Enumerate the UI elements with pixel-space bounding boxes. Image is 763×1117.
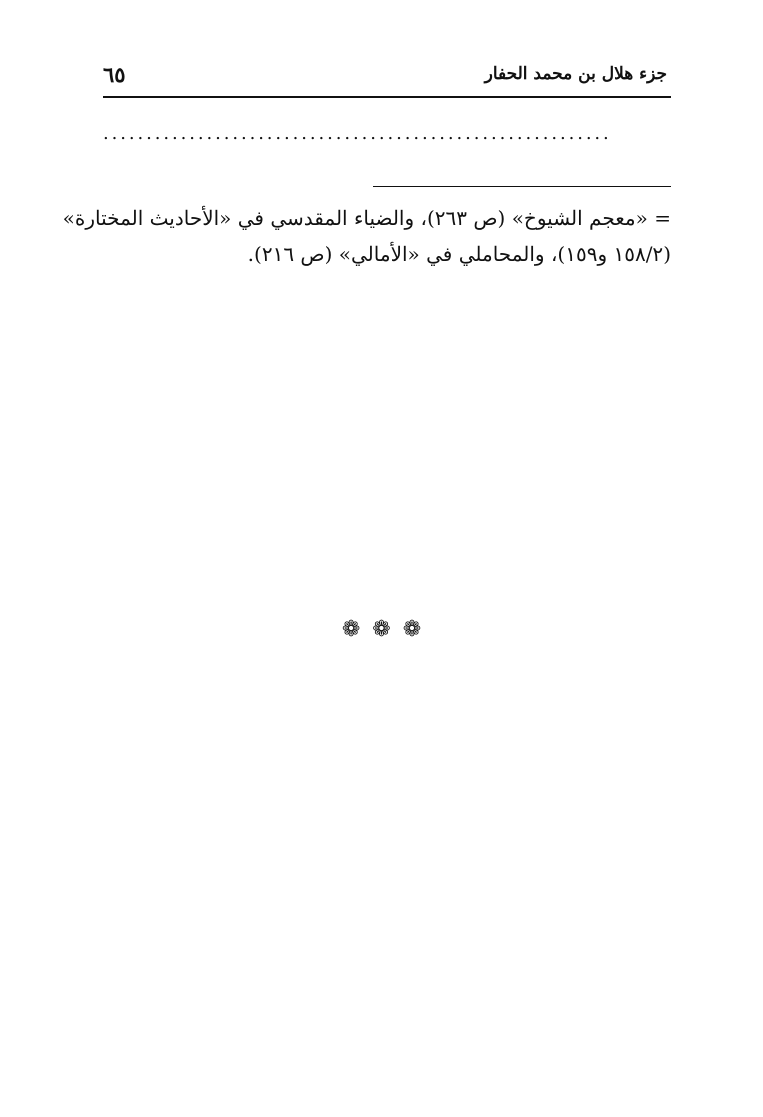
footnote-line: (١٥٨/٢ و١٥٩)، والمحاملي في «الأمالي» (ص ٢١٦). xyxy=(247,242,671,266)
dotted-line: ........................................................... xyxy=(103,124,612,144)
running-title: جزء هلال بن محمد الحفار xyxy=(484,64,667,84)
footnote-rule xyxy=(373,186,671,187)
header-rule xyxy=(103,96,671,98)
footnote xyxy=(62,200,671,272)
page-number: ٦٥ xyxy=(103,62,126,87)
section-separator-ornament: ❁❁❁ xyxy=(341,617,434,642)
footnote-line: = «معجم الشيوخ» (ص ٢٦٣)، والضياء المقدسي في «الأحاديث المختارة» xyxy=(62,206,671,230)
